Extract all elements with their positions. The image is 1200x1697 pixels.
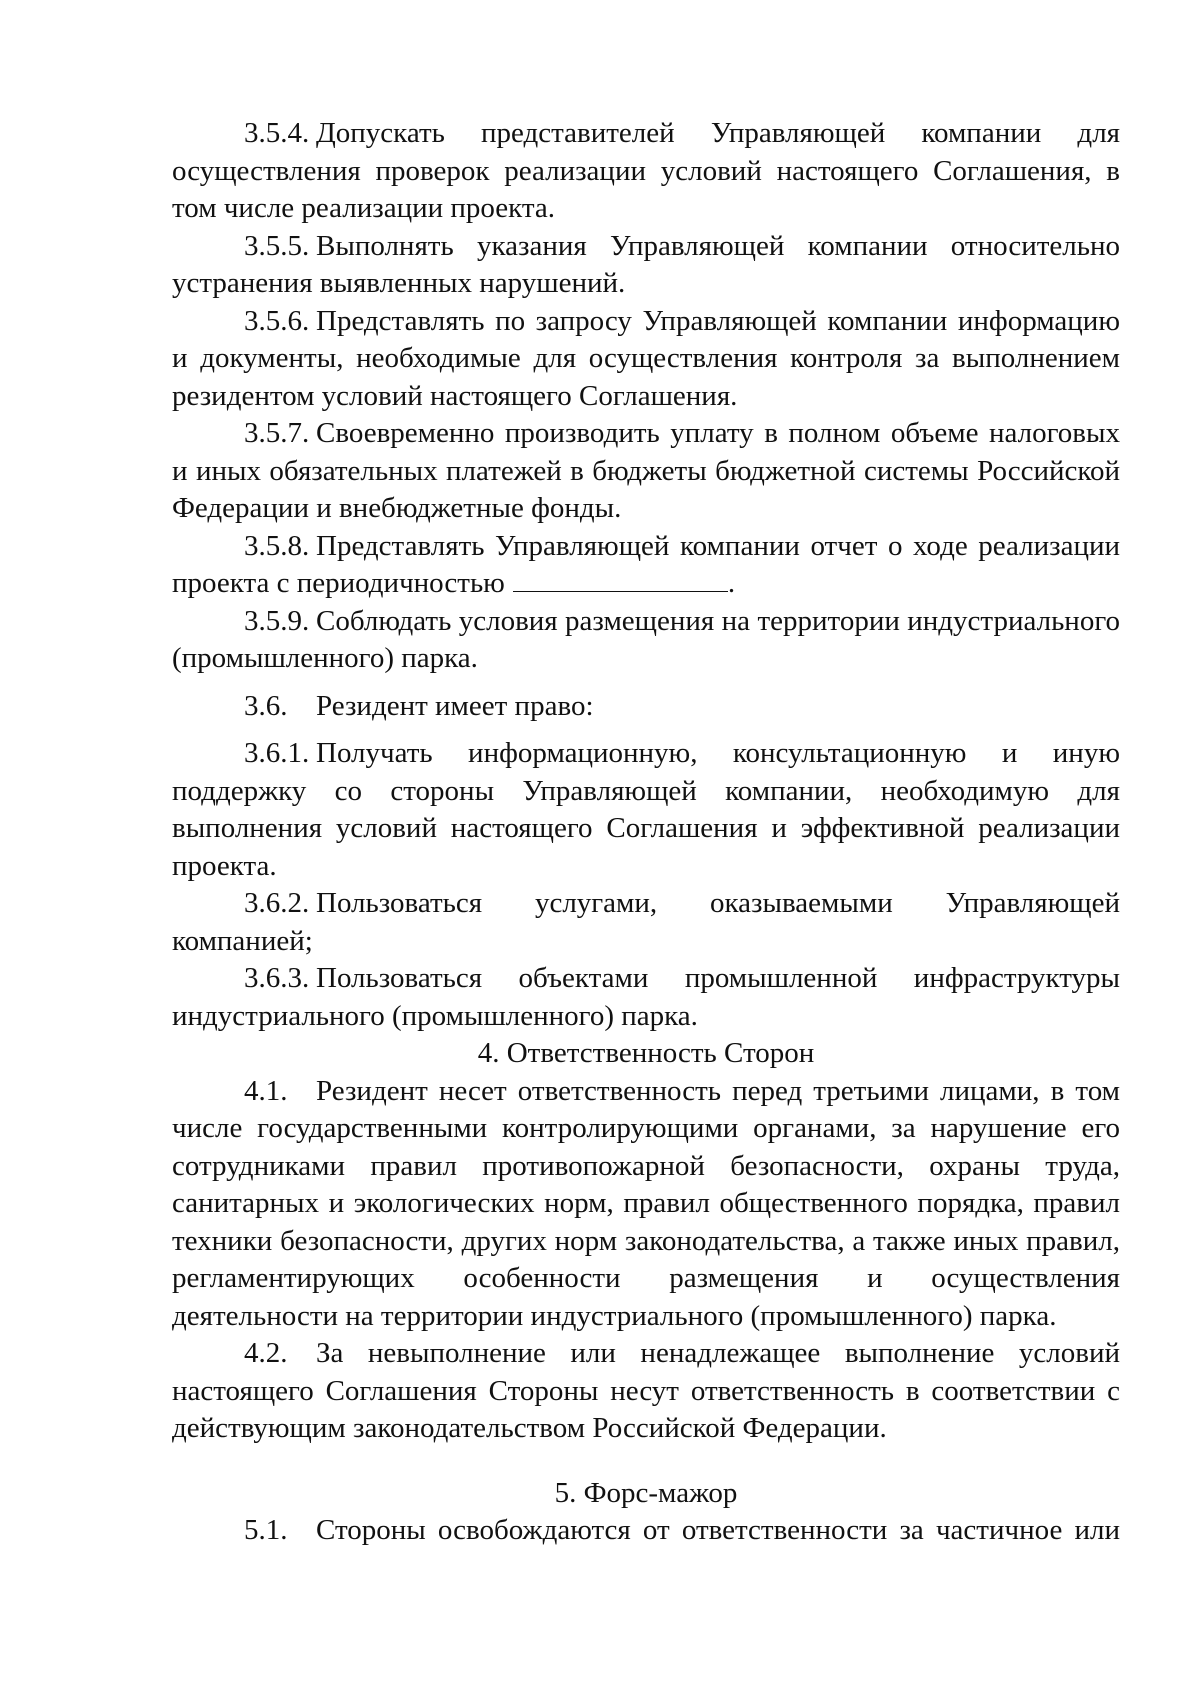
clause-number: 3.5.6.: [244, 304, 310, 337]
clause-text: Допускать представителей Управляющей компании для осуществления проверок реализации условий настоящего Соглашения, в том числе реализации проекта.: [172, 117, 1120, 224]
paragraph-3-6-1: [172, 735, 1120, 885]
clause-text: Своевременно производить уплату в полном объеме налоговых и иных обязательных платежей в бюджеты бюджетной системы Российской Федерации и внебюджетные фонды.: [172, 417, 1120, 524]
clause-text: За невыполнение или ненадлежащее выполнение условий настоящего Соглашения Стороны несут ответственность в соответствии с действующим законодательством Российской Федерации.: [172, 1337, 1120, 1444]
paragraph-3-5-6: [172, 303, 1120, 416]
section-heading-4: 4. Ответственность Сторон: [477, 1037, 815, 1069]
paragraph-3-5-7: [172, 415, 1120, 528]
clause-number: 3.6.3.: [244, 962, 310, 994]
paragraph-3-6-2: [172, 885, 1120, 960]
paragraph-4-1: [172, 1073, 1120, 1336]
clause-text: Получать информационную, консультационную и иную поддержку со стороны Управляющей компании, необходимую для выполнения условий настоящего Соглашения и эффективной реализации проекта.: [172, 737, 1120, 882]
blank-fill-line: [513, 565, 728, 592]
clause-text: Резидент имеет право:: [316, 689, 594, 722]
clause-number: 4.1.: [244, 1074, 288, 1107]
paragraph-3-6: [172, 688, 1120, 726]
clause-number: 3.5.7.: [244, 417, 310, 449]
paragraph-3-5-5: [172, 228, 1120, 303]
clause-number: 3.6.2.: [244, 887, 310, 919]
clause-text: Пользоваться объектами промышленной инфраструктуры индустриального (промышленного) парка.: [172, 962, 1120, 1032]
clause-text: Стороны освобождаются от ответственности за частичное или: [316, 1514, 1120, 1546]
paragraph-3-6-3: [172, 960, 1120, 1035]
clause-number: 3.6.: [244, 689, 288, 722]
clause-number: 3.5.4.: [244, 117, 310, 149]
clause-number: 3.5.9.: [244, 604, 310, 637]
paragraph-3-5-4: [172, 115, 1120, 228]
clause-text: Представлять Управляющей компании отчет о ходе реализации проекта с периодичностью: [172, 529, 1120, 599]
paragraph-4-2: [172, 1335, 1120, 1448]
document-page: [172, 115, 1120, 1550]
clause-text: Соблюдать условия размещения на территории индустриального (промышленного) парка.: [172, 604, 1120, 674]
clause-text: Резидент несет ответственность перед третьими лицами, в том числе государственными контролирующими органами, за нарушение его сотрудниками правил противопожарной безопасности, охраны труда, санитарных и экологических норм, правил общественного порядка, правил техники безопасности, других норм законодательства, а также иных правил, регламентирующих особенности размещения и осуществления деятельности на территории индустриального (промышленного) парка.: [172, 1074, 1120, 1332]
clause-number: 5.1.: [244, 1514, 288, 1546]
clause-number: 3.6.1.: [244, 737, 310, 769]
clause-text: Представлять по запросу Управляющей компании информацию и документы, необходимые для осуществления контроля за выполнением резидентом условий настоящего Соглашения.: [172, 304, 1120, 412]
paragraph-3-5-8: [172, 528, 1120, 603]
clause-number: 3.5.8.: [244, 529, 310, 562]
clause-text: Выполнять указания Управляющей компании относительно устранения выявленных нарушений.: [172, 229, 1120, 299]
clause-number: 4.2.: [244, 1337, 288, 1369]
clause-text: Пользоваться услугами, оказываемыми Управляющей компанией;: [172, 887, 1120, 957]
clause-end: .: [727, 567, 736, 599]
clause-number: 3.5.5.: [244, 229, 310, 262]
section-heading-5: 5. Форс-мажор: [554, 1476, 738, 1509]
paragraph-5-1: [172, 1512, 1120, 1550]
paragraph-3-5-9: [172, 603, 1120, 678]
